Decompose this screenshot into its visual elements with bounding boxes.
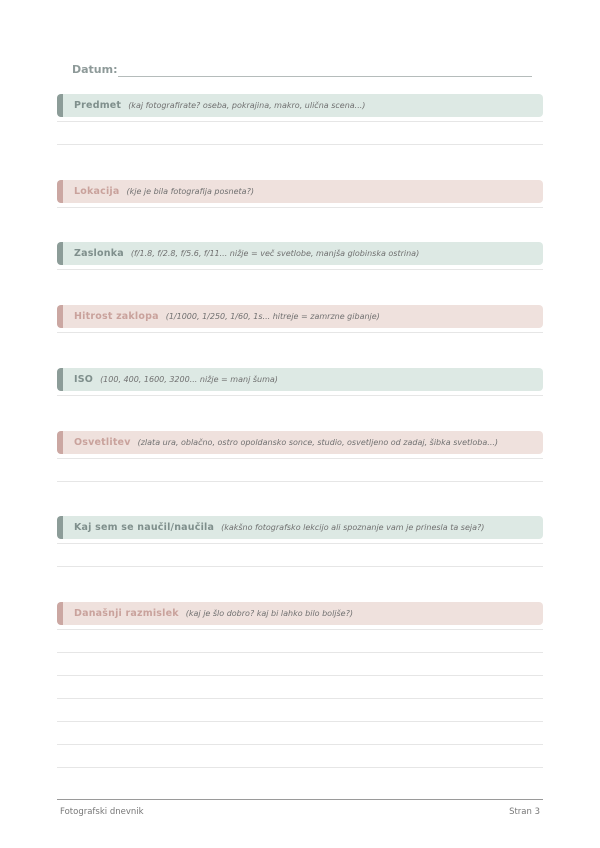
section-title: Lokacija — [74, 186, 120, 197]
section-title: Kaj sem se naučil/naučila — [74, 522, 215, 533]
section-accent — [57, 516, 63, 539]
section-hint: (kje je bila fotografija posneta?) — [126, 187, 254, 196]
footer-journal-title: Fotografski dnevnik — [60, 807, 144, 817]
section-title: Današnji razmislek — [74, 608, 179, 619]
section-title: Osvetlitev — [74, 437, 131, 448]
section-hint: (kakšno fotografsko lekcijo ali spoznanje vam je prinesla ta seja?) — [221, 523, 485, 532]
section-accent — [57, 94, 63, 117]
section-title: Hitrost zaklopa — [74, 311, 159, 322]
section-accent — [57, 431, 63, 454]
writing-line[interactable] — [57, 144, 543, 145]
writing-line[interactable] — [57, 481, 543, 482]
writing-line[interactable] — [57, 721, 543, 722]
writing-line[interactable] — [57, 652, 543, 653]
section-title: Zaslonka — [74, 248, 124, 259]
writing-line[interactable] — [57, 767, 543, 768]
section-subject — [57, 94, 543, 117]
section-hint: (1/1000, 1/250, 1/60, 1s... hitreje = zamrzne gibanje) — [165, 312, 380, 321]
writing-line[interactable] — [57, 458, 543, 459]
section-location — [57, 180, 543, 203]
section-header-shutter-speed — [57, 305, 543, 328]
writing-line[interactable] — [57, 332, 543, 333]
writing-line[interactable] — [57, 566, 543, 567]
section-header-aperture — [57, 242, 543, 265]
writing-line[interactable] — [57, 395, 543, 396]
section-accent — [57, 602, 63, 625]
section-accent — [57, 305, 63, 328]
section-hint: (f/1.8, f/2.8, f/5.6, f/11... nižje = več svetlobe, manjša globinska ostrina) — [130, 249, 420, 258]
section-accent — [57, 242, 63, 265]
date-label: Datum: — [72, 63, 118, 76]
section-iso — [57, 368, 543, 391]
section-reflection — [57, 602, 543, 625]
date-row — [72, 62, 532, 80]
section-header-location — [57, 180, 543, 203]
section-header-reflection — [57, 602, 543, 625]
section-lighting — [57, 431, 543, 454]
section-aperture — [57, 242, 543, 265]
section-lesson-learned — [57, 516, 543, 539]
date-input-line[interactable] — [118, 76, 532, 77]
section-title: ISO — [74, 374, 94, 385]
writing-line[interactable] — [57, 675, 543, 676]
section-header-iso — [57, 368, 543, 391]
section-shutter-speed — [57, 305, 543, 328]
footer-page-number: Stran 3 — [509, 807, 540, 817]
writing-line[interactable] — [57, 744, 543, 745]
writing-line[interactable] — [57, 207, 543, 208]
section-header-subject — [57, 94, 543, 117]
section-hint: (kaj fotografirate? oseba, pokrajina, makro, ulična scena...) — [128, 101, 366, 110]
section-hint: (zlata ura, oblačno, ostro opoldansko sonce, studio, osvetljeno od zadaj, šibka svetloba...) — [137, 438, 499, 447]
section-hint: (100, 400, 1600, 3200... nižje = manj šuma) — [100, 375, 278, 384]
writing-line[interactable] — [57, 543, 543, 544]
section-accent — [57, 180, 63, 203]
section-header-lesson-learned — [57, 516, 543, 539]
section-header-lighting — [57, 431, 543, 454]
writing-line[interactable] — [57, 269, 543, 270]
section-hint: (kaj je šlo dobro? kaj bi lahko bilo boljše?) — [185, 609, 353, 618]
writing-line[interactable] — [57, 698, 543, 699]
writing-line[interactable] — [57, 121, 543, 122]
footer-divider — [57, 799, 543, 800]
writing-line[interactable] — [57, 629, 543, 630]
section-accent — [57, 368, 63, 391]
section-title: Predmet — [74, 100, 122, 111]
